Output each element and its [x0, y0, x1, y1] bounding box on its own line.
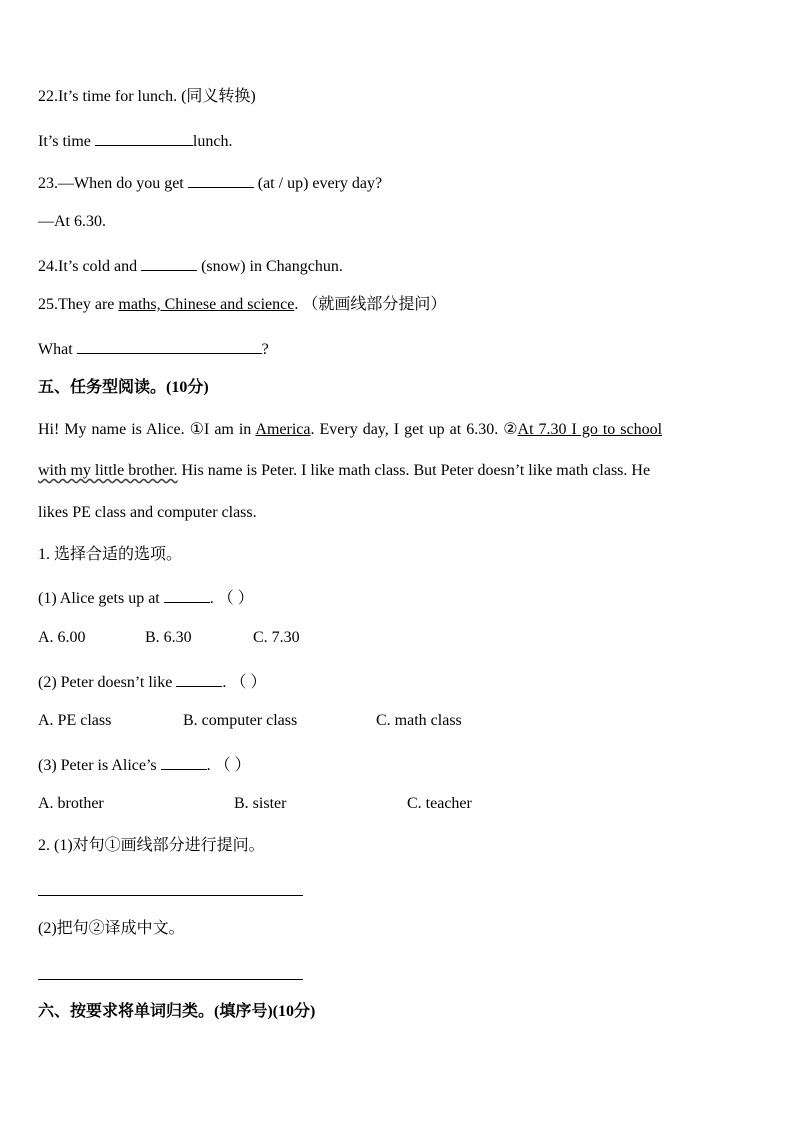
q2-blank[interactable] — [176, 670, 222, 687]
q2-option-c[interactable]: C. math class — [376, 712, 462, 729]
q1-option-a[interactable]: A. 6.00 — [38, 629, 86, 646]
q25-answer-pre: What — [38, 341, 73, 358]
passage-text-1: Hi! My name is Alice. ①I am in — [38, 421, 256, 438]
q1-option-c[interactable]: C. 7.30 — [253, 629, 300, 646]
q22-blank[interactable] — [95, 129, 193, 146]
q2-paren[interactable]: （ ） — [230, 674, 267, 691]
q25-underlined-phrase: maths, Chinese and science — [118, 296, 295, 313]
q22-prompt: 22.It’s time for lunch. (同义转换) — [38, 88, 256, 105]
q24-line — [38, 254, 343, 277]
q3-stem: (3) Peter is Alice’s — [38, 757, 157, 774]
q24-pre: 24.It’s cold and — [38, 258, 138, 275]
q3-option-c[interactable]: C. teacher — [407, 795, 472, 812]
q3-option-b[interactable]: B. sister — [234, 795, 287, 812]
q25-pre: 25.They are — [38, 296, 115, 313]
q1-stem: (1) Alice gets up at — [38, 590, 160, 607]
section5-heading: 五、任务型阅读。(10分) — [38, 379, 209, 396]
passage-line-2 — [38, 461, 650, 481]
q23-reply: —At 6.30. — [38, 213, 106, 230]
passage-text-3: His name is Peter. I like math class. But Peter doesn’t like math class. He — [177, 462, 651, 479]
passage-line-3: likes PE class and computer class. — [38, 504, 257, 521]
q22-answer-line — [38, 129, 232, 152]
part2-q2-answer-line[interactable] — [38, 979, 303, 980]
q22-answer-post: lunch. — [192, 133, 233, 150]
q25-blank[interactable] — [77, 337, 262, 354]
part1-heading: 1. 选择合适的选项。 — [38, 546, 183, 563]
q2-option-b[interactable]: B. computer class — [183, 712, 298, 729]
q2-stem: (2) Peter doesn’t like — [38, 674, 173, 691]
q23-prompt-pre: 23.—When do you get — [38, 175, 184, 192]
q25-line — [38, 295, 446, 315]
q25-post: . （就画线部分提问） — [294, 296, 447, 313]
q1-option-b[interactable]: B. 6.30 — [145, 629, 192, 646]
q25-answer-post: ? — [261, 341, 269, 358]
part2-q1: 2. (1)对句①画线部分进行提问。 — [38, 837, 265, 854]
q1-blank[interactable] — [164, 586, 210, 603]
passage-underline-america: America — [255, 421, 311, 438]
part2-q2: (2)把句②译成中文。 — [38, 920, 185, 937]
passage-text-2: . Every day, I get up at 6.30. ② — [310, 421, 518, 438]
q23-prompt-post: (at / up) every day? — [257, 175, 383, 192]
section6-heading: 六、按要求将单词归类。(填序号)(10分) — [38, 1003, 316, 1020]
passage-sentence2-part2: with my little brother. — [38, 462, 178, 479]
passage-sentence2-part1: At 7.30 I go to school — [517, 421, 663, 438]
q22-answer-pre: It’s time — [38, 133, 91, 150]
q24-post: (snow) in Changchun. — [201, 258, 343, 275]
q23-prompt — [38, 171, 382, 194]
part2-q1-answer-line[interactable] — [38, 895, 303, 896]
passage-line-1 — [38, 420, 662, 440]
q25-answer-line — [38, 337, 269, 360]
q24-blank[interactable] — [141, 254, 197, 271]
q1-paren[interactable]: （ ） — [217, 590, 254, 607]
q3-paren[interactable]: （ ） — [214, 757, 251, 774]
q3-blank[interactable] — [161, 753, 207, 770]
q23-blank[interactable] — [188, 171, 254, 188]
q2-stem-line: (2) Peter doesn’t like . （ ） — [38, 670, 266, 693]
q1-stem-line: (1) Alice gets up at . （ ） — [38, 586, 254, 609]
q3-option-a[interactable]: A. brother — [38, 795, 104, 812]
q3-stem-line: (3) Peter is Alice’s . （ ） — [38, 753, 251, 776]
q2-option-a[interactable]: A. PE class — [38, 712, 112, 729]
